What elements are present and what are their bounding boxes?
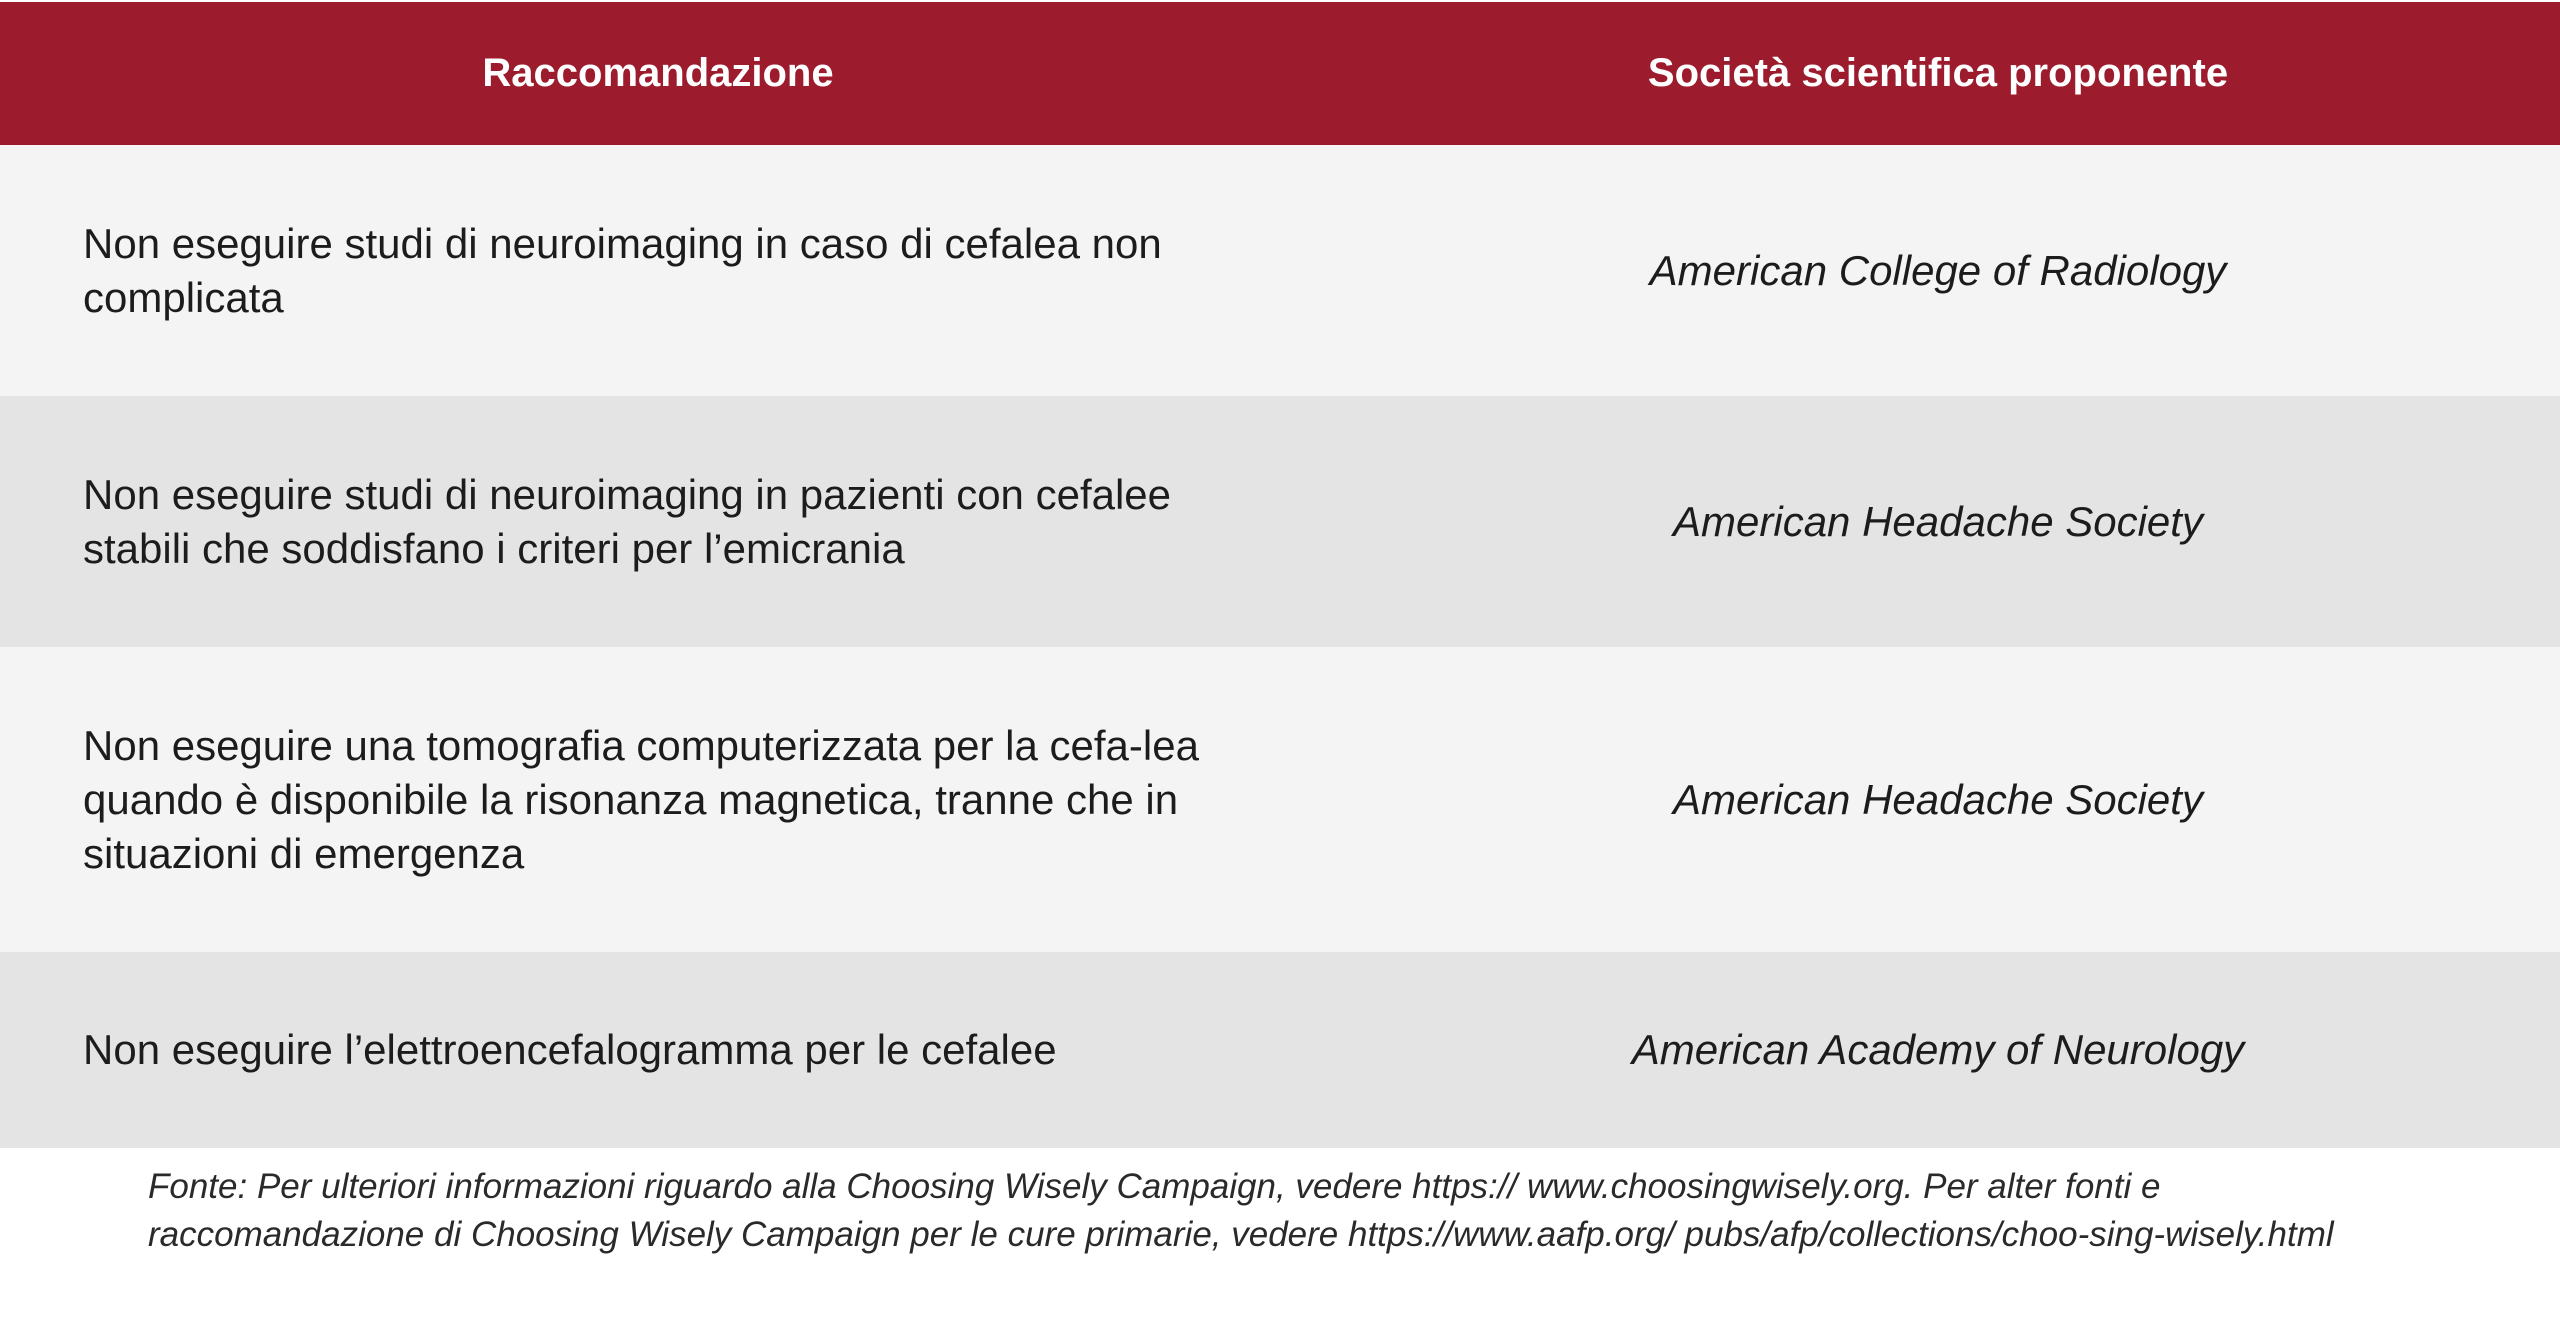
- table-row: [0, 145, 2560, 396]
- source-note: Fonte: Per ulteriori informazioni riguardo alla Choosing Wisely Campaign, vedere https:// www.choosingwisely.org. Per alter fonti e raccomandazione di Choosing Wisely Campaign per le cure primarie, vedere https://www.aafp.org/ pubs/afp/collections/choo-sing-wisely.html: [148, 1167, 2334, 1254]
- table-header: [0, 2, 2560, 145]
- society-cell: American Academy of Neurology: [1631, 1026, 2245, 1073]
- recommendation-cell: Non eseguire studi di neuroimaging in pazienti con cefalee stabili che soddisfano i criteri per l’emicrania: [83, 470, 1172, 572]
- recommendations-table: [0, 2, 2560, 1148]
- table-row: [0, 952, 2560, 1148]
- recommendation-cell: Non eseguire studi di neuroimaging in caso di cefalea non complicata: [83, 219, 1162, 321]
- header-society: Società scientifica proponente: [1647, 51, 2229, 95]
- society-cell: American Headache Society: [1673, 497, 2203, 545]
- table-row: [0, 396, 2560, 647]
- society-cell: American Headache Society: [1673, 775, 2203, 823]
- header-recommendation: Raccomandazione: [482, 51, 834, 95]
- table-row: [0, 647, 2560, 952]
- recommendation-cell: Non eseguire l’elettroencefalogramma per le cefalee: [83, 1026, 1057, 1073]
- recommendation-cell: Non eseguire una tomografia computerizzata per la cefa-lea quando è disponibile la risonanza magnetica, tranne che in situazioni di emergenza: [83, 721, 1199, 877]
- society-cell: American College of Radiology: [1649, 246, 2227, 294]
